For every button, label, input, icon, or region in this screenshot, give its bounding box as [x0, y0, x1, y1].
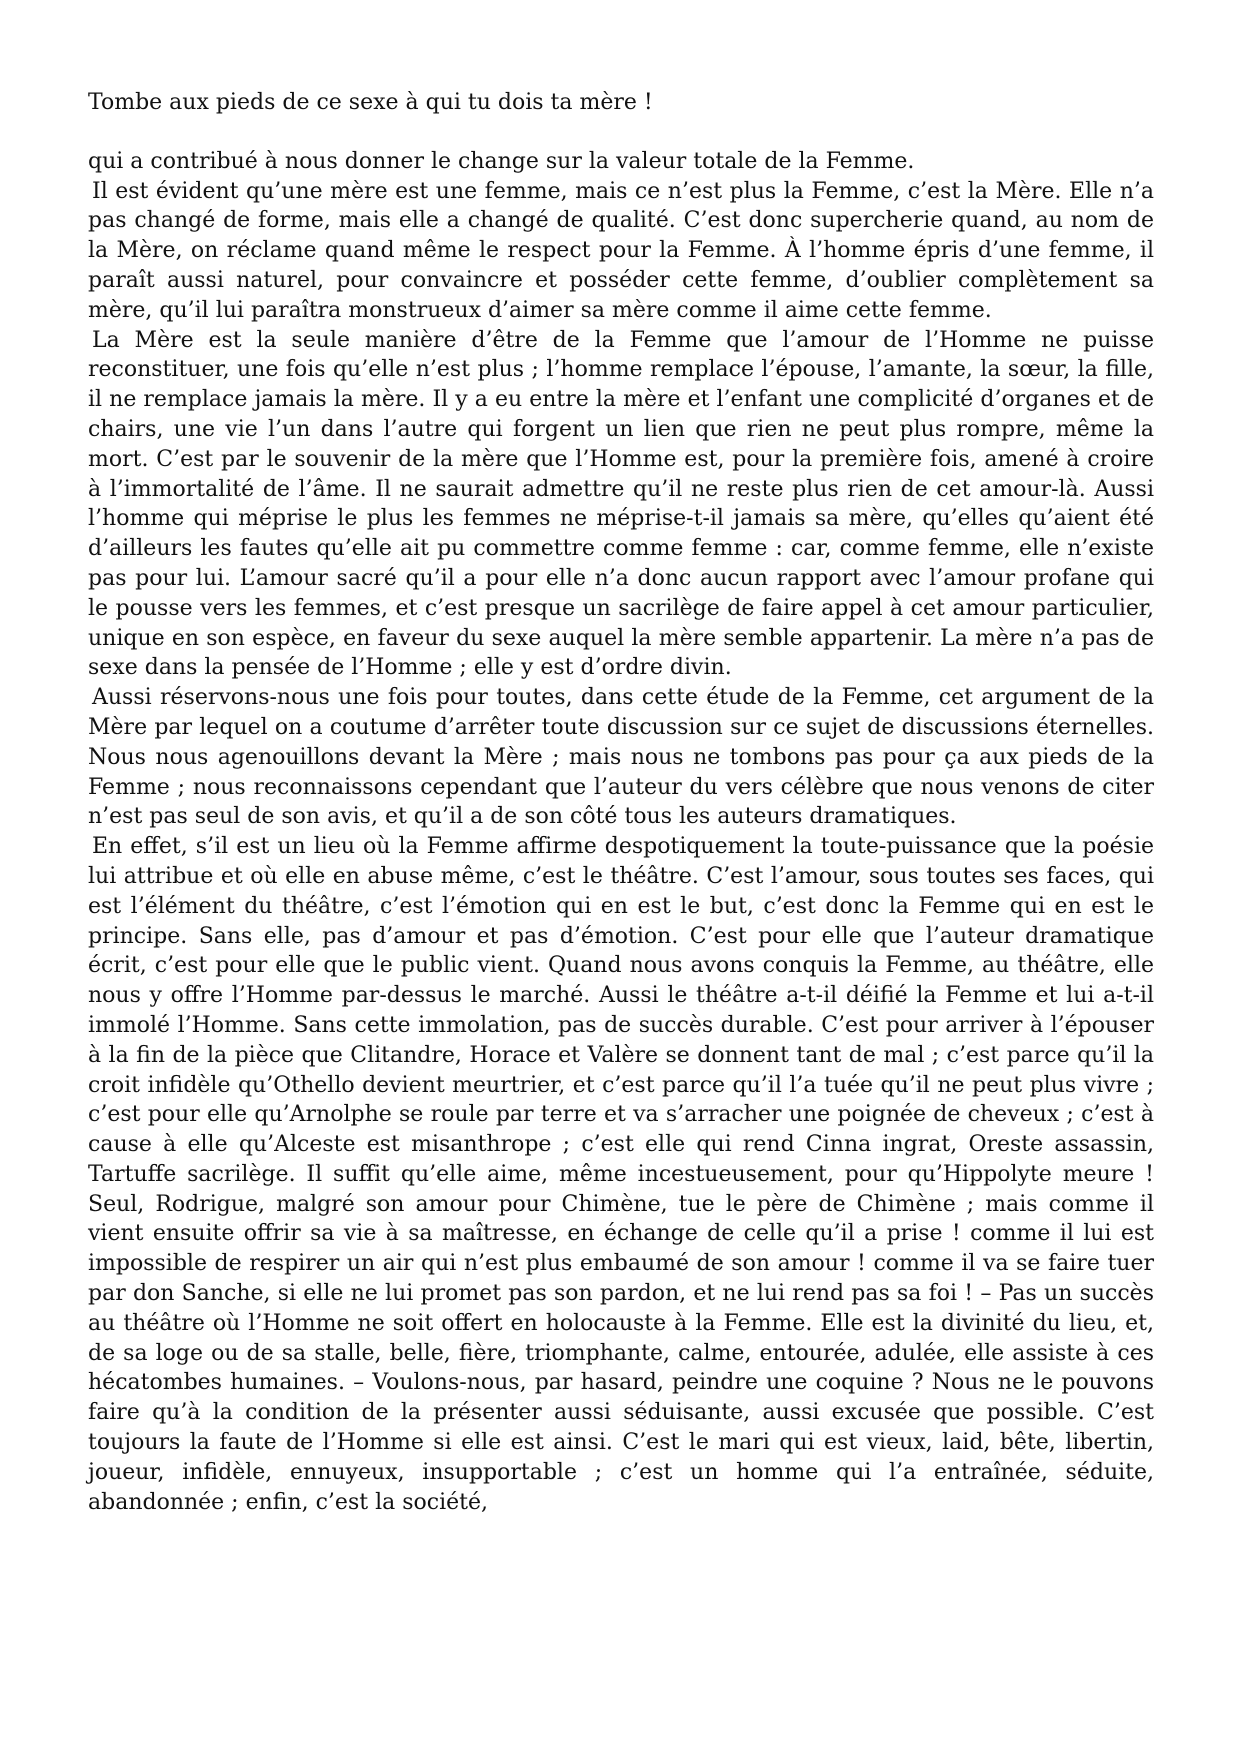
- paragraph-mother-unique: La Mère est la seule manière d’être de la Femme que l’amour de l’Homme ne puisse reconstituer, une fois qu’elle n’est plus ; l’homme remplace l’épouse, l’amante, la sœur, la fille, il ne remplace jamais la mère. Il y a eu entre la mère et l’enfant une complicité d’organes et de chairs, une vie l’un dans l’autre qui forgent un lien que rien ne peut plus rompre, même la mort. C’est par le souvenir de la mère que l’Homme est, pour la première fois, amené à croire à l’immortalité de l’âme. Il ne saurait admettre qu’il ne reste plus rien de cet amour-là. Aussi l’homme qui méprise le plus les femmes ne méprise-t-il jamais sa mère, qu’elles qu’aient été d’ailleurs les fautes qu’elle ait pu commettre comme femme : car, comme femme, elle n’existe pas pour lui. L’amour sacré qu’il a pour elle n’a donc aucun rapport avec l’amour profane qui le pousse vers les femmes, et c’est presque un sacrilège de faire appel à cet amour particulier, unique en son espèce, en faveur du sexe auquel la mère semble appartenir. La mère n’a pas de sexe dans la pensée de l’Homme ; elle y est d’ordre divin.: [88, 327, 1154, 681]
- epigraph-verse: Tombe aux pieds de ce sexe à qui tu dois ta mère !: [88, 90, 653, 115]
- document-page: [88, 88, 1154, 1517]
- paragraph-theatre: En effet, s’il est un lieu où la Femme affirme despotiquement la toute-puissance que la poésie lui attribue et où elle en abuse même, c’est le théâtre. C’est l’amour, sous toutes ses faces, qui est l’élément du théâtre, c’est l’émotion qui en est le but, c’est donc la Femme qui en est le principe. Sans elle, pas d’amour et pas d’émotion. C’est pour elle que l’auteur dramatique écrit, c’est pour elle que le public vient. Quand nous avons conquis la Femme, au théâtre, elle nous y offre l’Homme par-dessus le marché. Aussi le théâtre a-t-il déifié la Femme et lui a-t-il immolé l’Homme. Sans cette immolation, pas de succès durable. C’est pour arriver à l’épouser à la fin de la pièce que Clitandre, Horace et Valère se donnent tant de mal ; c’est parce qu’il la croit infidèle qu’Othello devient meurtrier, et c’est parce qu’il l’a tuée qu’il ne peut plus vivre ; c’est pour elle qu’Arnolphe se roule par terre et va s’arracher une poignée de cheveux ; c’est à cause à elle qu’Alceste est misanthrope ; c’est elle qui rend Cinna ingrat, Oreste assassin, Tartuffe sacrilège. Il suffit qu’elle aime, même incestueusement, pour qu’Hippolyte meure ! Seul, Rodrigue, malgré son amour pour Chimène, tue le père de Chimène ; mais comme il vient ensuite offrir sa vie à sa maîtresse, en échange de celle qu’il a prise ! comme il lui est impossible de respirer un air qui n’est plus embaumé de son amour ! comme il va se faire tuer par don Sanche, si elle ne lui promet pas son pardon, et ne lui rend pas sa foi ! – Pas un succès au théâtre où l’Homme ne soit offert en holocauste à la Femme. Elle est la divinité du lieu, et, de sa loge ou de sa stalle, belle, fière, triomphante, calme, entourée, adulée, elle assiste à ces hécatombes humaines. – Voulons-nous, par hasard, peindre une coquine ? Nous ne le pouvons faire qu’à la condition de la présenter aussi séduisante, aussi excusée que possible. C’est toujours la faute de l’Homme si elle est ainsi. C’est le mari qui est vieux, laid, bête, libertin, joueur, infidèle, ennuyeux, insupportable ; c’est un homme qui l’a entraînée, séduite, abandonnée ; enfin, c’est la société,: [88, 834, 1154, 1515]
- paragraph-continuation: qui a contribué à nous donner le change sur la valeur totale de la Femme.: [88, 148, 915, 174]
- paragraph-mother-woman: Il est évident qu’une mère est une femme, mais ce n’est plus la Femme, c’est la Mère. Elle n’a pas changé de forme, mais elle a changé de qualité. C’est donc supercherie quand, au nom de la Mère, on réclame quand même le respect pour la Femme. À l’homme épris d’une femme, il paraît aussi naturel, pour convaincre et posséder cette femme, d’oublier complètement sa mère, qu’il lui paraîtra monstrueux d’aimer sa mère comme il aime cette femme.: [88, 178, 1154, 323]
- paragraph-mother-argument: Aussi réservons-nous une fois pour toutes, dans cette étude de la Femme, cet argument de la Mère par lequel on a coutume d’arrêter toute discussion sur ce sujet de discussions éternelles. Nous nous agenouillons devant la Mère ; mais nous ne tombons pas pour ça aux pieds de la Femme ; nous reconnaissons cependant que l’auteur du vers célèbre que nous venons de citer n’est pas seul de son avis, et qu’il a de son côté tous les auteurs dramatiques.: [88, 685, 1154, 830]
